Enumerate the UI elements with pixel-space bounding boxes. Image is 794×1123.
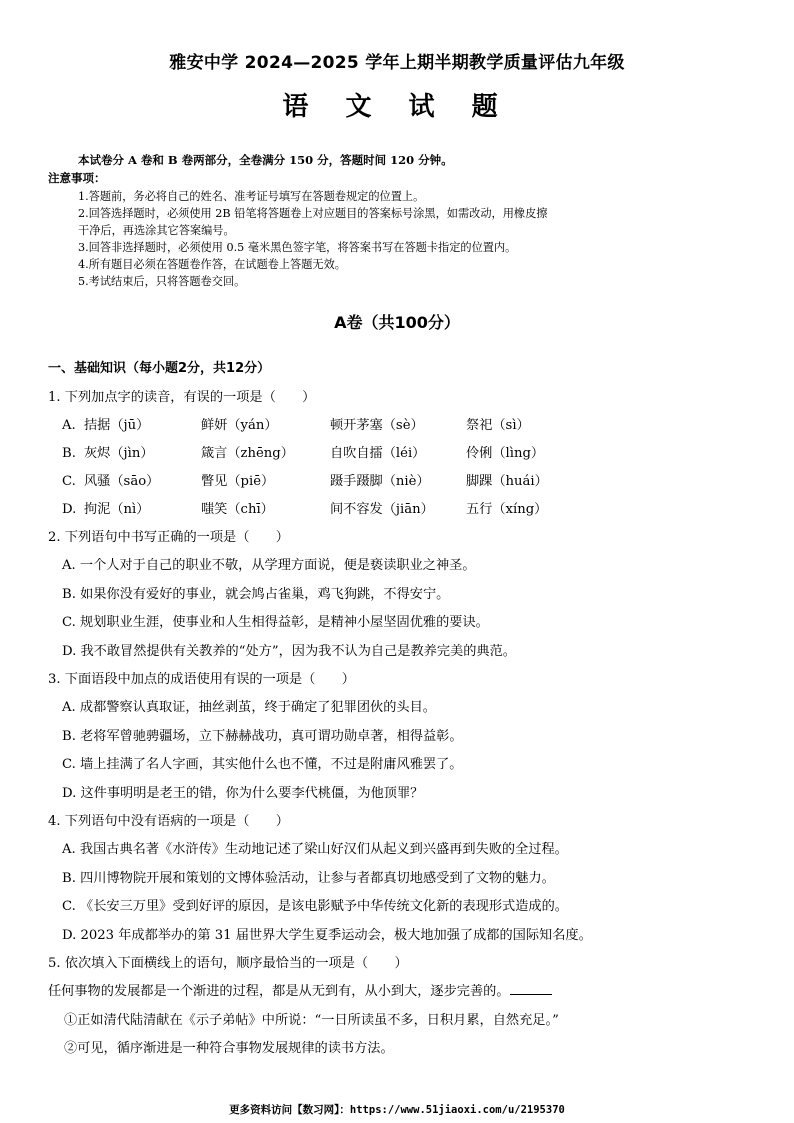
footer-link[interactable]: 更多资料访问【数习网】：https://www.51jiaoxi.com/u/2195370 bbox=[229, 1104, 565, 1116]
q5-sentence-1: ①正如清代陆清献在《示子弟帖》中所说：“一日所读虽不多，日积月累，自然充足。” bbox=[64, 1012, 559, 1028]
pinyin-item: 间不容发（jiān） bbox=[330, 502, 434, 517]
q5-sentence-2: ②可见，循序渐进是一种符合事物发展规律的读书方法。 bbox=[64, 1041, 394, 1056]
q5-lead-text: 任何事物的发展都是一个渐进的过程，都是从无到有，从小到大，逐步完善的。 bbox=[48, 984, 510, 999]
pinyin-item: 顿开茅塞（sè） bbox=[330, 418, 424, 433]
q1-option-row bbox=[48, 496, 748, 524]
q2-option-c: C. 规划职业生涯，使事业和人生相得益彰，是精神小屋坚固优雅的要诀。 bbox=[62, 615, 489, 630]
note-item: 3.回答非选择题时，必须使用 0.5 毫米黑色签字笔，将答案书写在答题卡指定的位置内。 bbox=[78, 241, 517, 254]
question-3-stem: 3. 下面语段中加点的成语使用有误的一项是（ ） bbox=[48, 672, 355, 687]
subject-title: 语 文 试 题 bbox=[282, 92, 512, 122]
pinyin-item: 脚踝（huái） bbox=[466, 474, 548, 489]
notes-list bbox=[78, 188, 698, 290]
option-label: A. bbox=[62, 418, 76, 433]
q2-option-a: A. 一个人对于自己的职业不敬，从学理方面说，便是亵读职业之神圣。 bbox=[62, 558, 476, 573]
exam-intro: 本试卷分 A 卷和 B 卷两部分，全卷满分 150 分，答题时间 120 分钟。 bbox=[78, 153, 453, 167]
q4-option-c: C. 《长安三万里》受到好评的原因，是该电影赋予中华传统文化新的表现形式造成的。 bbox=[62, 899, 568, 914]
question-5-stem: 5. 依次填入下面横线上的语句，顺序最恰当的一项是（ ） bbox=[48, 956, 408, 971]
q3-option-a: A. 成都警察认真取证，抽丝剥茧，终于确定了犯罪团伙的头目。 bbox=[62, 700, 436, 715]
q4-option-a: A. 我国古典名著《水浒传》生动地记述了梁山好汉们从起义到兴盛再到失败的全过程。 bbox=[62, 842, 568, 857]
pinyin-item: 五行（xíng） bbox=[466, 502, 548, 517]
note-item-continuation: 干净后，再选涂其它答案编号。 bbox=[78, 224, 235, 237]
question-2-stem: 2. 下列语句中书写正确的一项是（ ） bbox=[48, 530, 289, 545]
pinyin-item: 蹑手蹑脚（niè） bbox=[330, 474, 430, 489]
q1-option-row bbox=[48, 440, 748, 468]
option-label: D. bbox=[62, 502, 77, 517]
q1-option-row bbox=[48, 468, 748, 496]
notes-heading: 注意事项： bbox=[48, 171, 106, 185]
q4-option-b: B. 四川博物院开展和策划的文博体验活动，让参与者都真切地感受到了文物的魅力。 bbox=[62, 870, 555, 886]
pinyin-item: 祭祀（sì） bbox=[466, 418, 530, 433]
questions-body bbox=[48, 384, 748, 1064]
q2-option-d: D. 我不敢冒然提供有关教养的“处方”，因为我不认为自己是教养完美的典范。 bbox=[62, 643, 516, 659]
pinyin-item: 拘泥（nì） bbox=[84, 502, 150, 517]
pinyin-item: 风骚（sāo） bbox=[84, 474, 160, 489]
option-label: C. bbox=[62, 474, 76, 489]
pinyin-item: 伶俐（lìng） bbox=[466, 446, 545, 461]
question-1-stem: 1. 下列加点字的读音，有误的一项是（ ） bbox=[48, 390, 316, 405]
fill-blank-line bbox=[510, 980, 552, 995]
pinyin-item: 自吹自擂（léi） bbox=[330, 446, 426, 461]
note-item: 5.考试结束后，只将答题卷交回。 bbox=[78, 275, 246, 288]
pinyin-item: 灰烬（jìn） bbox=[84, 446, 154, 461]
section-a-title: A卷（共100分） bbox=[334, 313, 460, 332]
pinyin-item: 鲜妍（yán） bbox=[201, 418, 278, 433]
q1-option-row bbox=[48, 412, 748, 440]
option-label: B. bbox=[62, 446, 76, 461]
pinyin-item: 瞥见（piē） bbox=[201, 474, 275, 489]
note-item: 1.答题前，务必将自己的姓名、准考证号填写在答题卷规定的位置上。 bbox=[78, 190, 425, 203]
q5-lead-sentence bbox=[48, 978, 748, 1007]
note-item: 4.所有题目必须在答题卷作答，在试题卷上答题无效。 bbox=[78, 258, 346, 271]
exam-header-title: 雅安中学 2024—2025 学年上期半期教学质量评估九年级 bbox=[169, 53, 625, 73]
note-item: 2.回答选择题时，必须使用 2B 铅笔将答题卷上对应题目的答案标号涂黑，如需改动，用橡皮擦 bbox=[78, 207, 548, 220]
q3-option-c: C. 墙上挂满了名人字画，其实他什么也不懂，不过是附庸风雅罢了。 bbox=[62, 757, 463, 772]
part1-heading: 一、基础知识（每小题2分，共12分） bbox=[48, 361, 271, 376]
pinyin-item: 嗤笑（chī） bbox=[201, 502, 274, 517]
q2-option-b: B. 如果你没有爱好的事业，就会鸠占雀巢，鸡飞狗跳，不得安宁。 bbox=[62, 586, 450, 602]
q3-option-b: B. 老将军曾驰骋疆场，立下赫赫战功，真可谓功勋卓著，相得益彰。 bbox=[62, 728, 463, 744]
q3-option-d: D. 这件事明明是老王的错，你为什么要李代桃僵，为他顶罪？ bbox=[62, 785, 424, 801]
pinyin-item: 拮据（jū） bbox=[84, 418, 150, 433]
question-4-stem: 4. 下列语句中没有语病的一项是（ ） bbox=[48, 814, 289, 829]
q4-option-d: D. 2023 年成都举办的第 31 届世界大学生夏季运动会，极大地加强了成都的国际知名度。 bbox=[62, 927, 592, 943]
pinyin-item: 箴言（zhēng） bbox=[201, 446, 294, 461]
